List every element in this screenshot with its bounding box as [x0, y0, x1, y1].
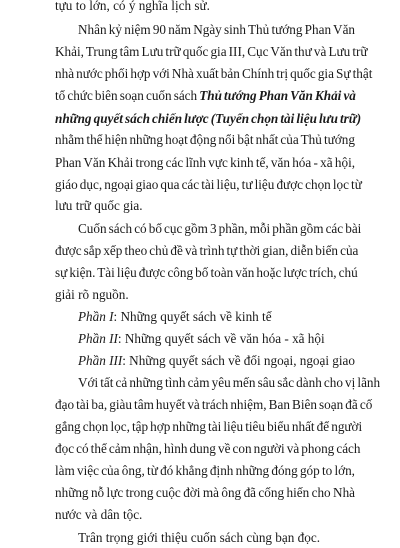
- line-segment: giải rõ nguồn.: [55, 287, 129, 302]
- text-line: [0, 373, 400, 393]
- text-line: [0, 483, 400, 503]
- line-text: [55, 86, 356, 106]
- part-heading: Phần I: [78, 309, 114, 324]
- line-text: [55, 42, 368, 62]
- line-segment: tựu to lớn, có ý nghĩa lịch sử.: [55, 0, 210, 13]
- line-segment: : Những quyết sách về văn hóa - xã hội: [117, 331, 325, 346]
- text-line: [0, 528, 400, 548]
- line-segment: Phan Văn Khải trong các lĩnh vực kinh tế, văn hóa - xã hội,: [55, 155, 356, 170]
- line-text: [55, 64, 372, 84]
- line-text: [55, 483, 355, 503]
- line-text: [78, 373, 380, 393]
- line-text: [55, 130, 355, 150]
- line-text: [55, 0, 210, 16]
- book-title: Thủ tướng Phan Văn Khải và: [199, 88, 356, 103]
- text-line: [0, 20, 400, 40]
- text-line: [0, 241, 400, 261]
- text-line: [0, 263, 400, 283]
- line-text: [78, 329, 325, 349]
- line-text: [78, 20, 355, 40]
- text-line: [0, 461, 400, 481]
- line-segment: nhằm thể hiện những hoạt động nổi bật nhất của Thủ tướng: [55, 132, 355, 147]
- line-segment: đọc có thể cảm nhận, hình dung về con người và phong cách: [55, 441, 361, 456]
- line-segment: Với tất cả những tình cảm yêu mến sâu sắc dành cho vị lãnh: [78, 375, 381, 390]
- text-line: [0, 285, 400, 305]
- text-line: [0, 219, 400, 239]
- line-text: [78, 351, 355, 371]
- line-text: [78, 307, 272, 327]
- line-text: [55, 461, 355, 481]
- line-segment: tổ chức biên soạn cuốn sách: [55, 88, 200, 103]
- text-line: [0, 42, 400, 62]
- line-text: [55, 285, 129, 305]
- line-segment: nước và dân tộc.: [55, 507, 143, 522]
- line-segment: : Những quyết sách về kinh tế: [113, 309, 272, 324]
- line-segment: được sắp xếp theo chủ đề và trình tự thời gian, diễn biến của: [55, 243, 359, 258]
- line-segment: gắng chọn lọc, tập hợp những tài liệu tiêu biểu nhất để người: [55, 419, 363, 434]
- text-line: [0, 439, 400, 459]
- text-line: [0, 196, 400, 216]
- text-line: [0, 417, 400, 437]
- line-text: [55, 263, 358, 283]
- line-segment: : Những quyết sách về đối ngoại, ngoại giao: [122, 353, 355, 368]
- line-text: [55, 109, 361, 129]
- text-line: [0, 153, 400, 173]
- line-segment: giáo dục, ngoại giao qua các tài liệu, tư liệu được chọn lọc từ: [55, 177, 362, 192]
- line-segment: lưu trữ quốc gia.: [55, 198, 143, 213]
- line-text: [78, 528, 320, 548]
- line-text: [55, 439, 361, 459]
- line-segment: Khải, Trung tâm Lưu trữ quốc gia III, Cục Văn thư và Lưu trữ: [55, 44, 368, 59]
- line-text: [55, 395, 372, 415]
- text-line: [0, 86, 400, 106]
- text-line: [0, 0, 400, 16]
- line-text: [55, 196, 143, 216]
- line-segment: làm việc của ông, từ đó khẳng định những đóng góp to lớn,: [55, 463, 355, 478]
- text-line: [0, 351, 400, 371]
- text-line: [0, 175, 400, 195]
- book-title: những quyết sách chiến lược (Tuyển chọn tài liệu lưu trữ): [55, 111, 362, 126]
- line-segment: đạo tài ba, giàu tâm huyết và trách nhiệm, Ban Biên soạn đã cố: [55, 397, 373, 412]
- line-text: [55, 505, 142, 525]
- text-line: [0, 130, 400, 150]
- line-text: [55, 153, 355, 173]
- line-segment: Nhân kỷ niệm 90 năm Ngày sinh Thủ tướng Phan Văn: [78, 22, 356, 37]
- line-text: [55, 241, 358, 261]
- line-text: [55, 417, 362, 437]
- line-segment: Cuốn sách có bố cục gồm 3 phần, mỗi phần gồm các bài: [78, 221, 362, 236]
- line-text: [78, 219, 361, 239]
- line-text: [55, 175, 362, 195]
- line-segment: những nỗ lực trong cuộc đời mà ông đã cống hiến cho Nhà: [55, 485, 356, 500]
- part-heading: Phần III: [78, 353, 123, 368]
- text-line: [0, 505, 400, 525]
- text-line: [0, 395, 400, 415]
- text-line: [0, 109, 400, 129]
- line-segment: sự kiện. Tài liệu được công bố toàn văn hoặc lược trích, chú: [55, 265, 358, 280]
- text-line: [0, 307, 400, 327]
- part-heading: Phần II: [78, 331, 118, 346]
- line-segment: Trân trọng giới thiệu cuốn sách cùng bạn đọc.: [78, 530, 320, 545]
- text-line: [0, 329, 400, 349]
- line-segment: nhà nước phối hợp với Nhà xuất bản Chính trị quốc gia Sự thật: [55, 66, 373, 81]
- text-line: [0, 64, 400, 84]
